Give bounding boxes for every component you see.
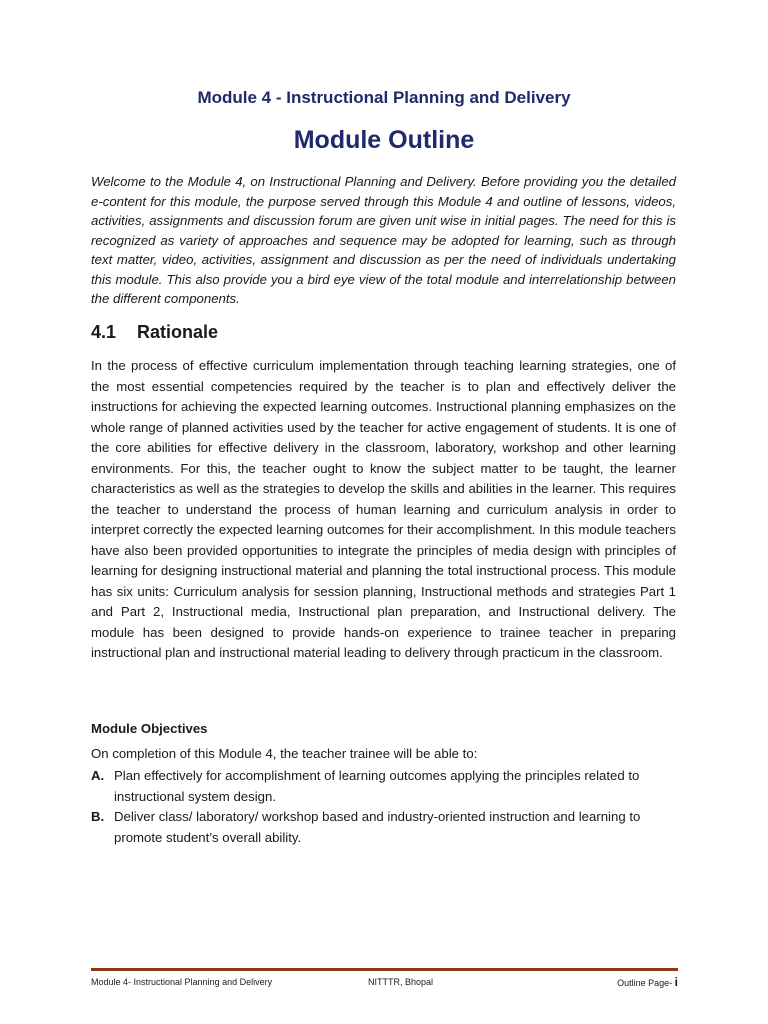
objectives-list xyxy=(91,766,676,848)
rationale-paragraph: In the process of effective curriculum implementation through teaching learning strategies, one of the most essential competencies required by the teacher is to plan and effectively deliver the instructions for achieving the expected learning outcomes. Instructional planning emphasizes on the whole range of planned activities used by the teacher for active engagement of students. It is one of the core abilities for effective delivery in the classroom, laboratory, workshop and other learning environments. For this, the teacher ought to know the subject matter to be taught, the learner characteristics as well as the strategies to develop the skills and abilities in the learner. This requires the teacher to understand the process of human learning and curriculum analysis in order to interpret correctly the expected learning outcomes for their accomplishment. In this module teachers have also been provided opportunities to integrate the principles of media design with principles of learning for designing instructional material and planning the total instructional process. This module has six units: Curriculum analysis for session planning, Instructional methods and strategies Part 1 and Part 2, Instructional media, Instructional plan preparation, and Instructional delivery. The module has been designed to provide hands-on experience to trainee teacher in preparing instructional plan and instructional material leading to delivery through practicum in the classroom. xyxy=(91,358,676,660)
objective-text: Deliver class/ laboratory/ workshop based and industry-oriented instruction and learning to promote student’s overall ability. xyxy=(114,809,641,845)
intro-paragraph: Welcome to the Module 4, on Instructional Planning and Delivery. Before providing you the detailed e-content for this module, the purpose served through this Module 4 and outline of lessons, videos, activities, assignments and discussion forum are given unit wise in initial pages. The need for this is recognized as variety of approaches and sequence may be adopted for learning, such as through text matter, video, activities, assignment and discussion as per the need of individuals undertaking this module. This also provide you a bird eye view of the total module and interrelationship between the different components. xyxy=(91,174,676,306)
objectives-heading: Module Objectives xyxy=(91,721,208,736)
section-title: Rationale xyxy=(137,322,219,342)
footer-page-info xyxy=(617,975,678,989)
footer-page-number: i xyxy=(674,975,678,989)
objective-item xyxy=(91,807,676,848)
section-number: 4.1 xyxy=(91,322,117,342)
footer-page-label: Outline Page- xyxy=(617,978,673,988)
objectives-intro: On completion of this Module 4, the teacher trainee will be able to: xyxy=(91,746,478,761)
footer-module-name: Module 4- Instructional Planning and Delivery xyxy=(91,977,273,987)
objective-text: Plan effectively for accomplishment of learning outcomes applying the principles related to instructional system design. xyxy=(114,768,640,804)
outline-title: Module Outline xyxy=(293,126,475,154)
section-heading xyxy=(91,322,218,343)
footer-divider xyxy=(91,968,678,971)
module-title: Module 4 - Instructional Planning and Delivery xyxy=(197,88,571,107)
footer-institution: NITTTR, Bhopal xyxy=(368,977,434,987)
objective-item xyxy=(91,766,676,807)
objective-marker: B. xyxy=(91,809,105,824)
objective-marker: A. xyxy=(91,768,105,783)
